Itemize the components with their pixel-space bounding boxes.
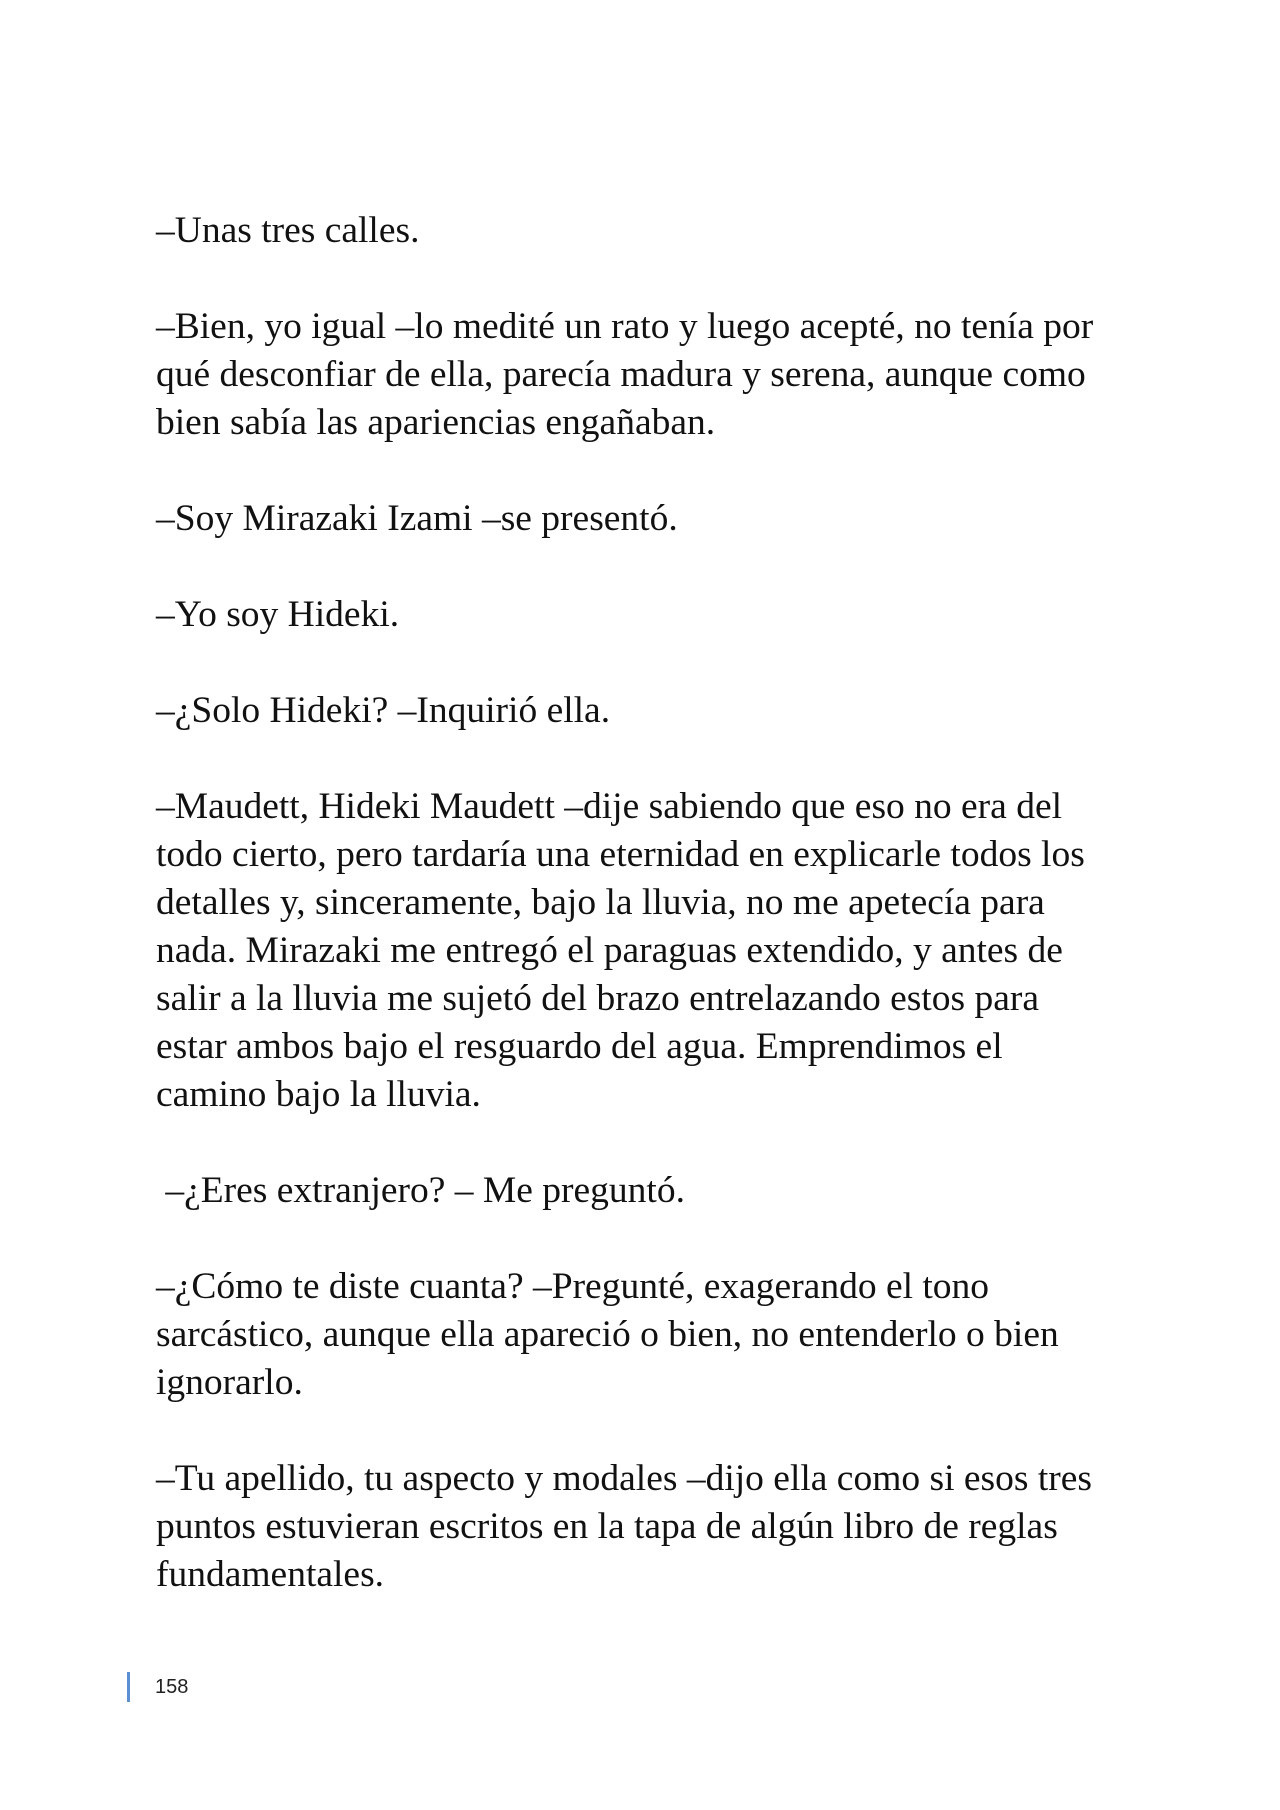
page-number: 158 bbox=[155, 1675, 189, 1698]
paragraph bbox=[156, 1263, 1136, 1407]
page-footer bbox=[127, 1672, 188, 1702]
text-line: –Maudett, Hideki Maudett –dije sabiendo que eso no era del bbox=[156, 786, 1063, 827]
paragraph bbox=[156, 1455, 1136, 1599]
paragraph bbox=[156, 303, 1136, 447]
text-line: todo cierto, pero tardaría una eternidad en explicarle todos los bbox=[156, 834, 1085, 875]
text-line: –Unas tres calles. bbox=[156, 210, 420, 251]
paragraph bbox=[156, 1167, 1136, 1215]
text-line: estar ambos bajo el resguardo del agua. Emprendimos el bbox=[156, 1026, 1003, 1067]
paragraph bbox=[156, 495, 1136, 543]
text-line: bien sabía las apariencias engañaban. bbox=[156, 402, 716, 443]
text-line: ignorarlo. bbox=[156, 1362, 303, 1403]
paragraph bbox=[156, 687, 1136, 735]
text-line: –Tu apellido, tu aspecto y modales –dijo ella como si esos tres bbox=[156, 1458, 1092, 1499]
text-line: –Soy Mirazaki Izami –se presentó. bbox=[156, 498, 678, 539]
text-line: qué desconfiar de ella, parecía madura y serena, aunque como bbox=[156, 354, 1086, 395]
paragraph bbox=[156, 591, 1136, 639]
text-line: camino bajo la lluvia. bbox=[156, 1074, 481, 1115]
text-line: fundamentales. bbox=[156, 1554, 385, 1595]
text-line: salir a la lluvia me sujetó del brazo entrelazando estos para bbox=[156, 978, 1039, 1019]
page-number-rule bbox=[127, 1672, 130, 1702]
text-line: –Yo soy Hideki. bbox=[156, 594, 400, 635]
text-line: detalles y, sinceramente, bajo la lluvia, no me apetecía para bbox=[156, 882, 1045, 923]
body-text bbox=[156, 207, 1136, 1647]
paragraph bbox=[156, 207, 1136, 255]
paragraph bbox=[156, 783, 1136, 1119]
text-line: sarcástico, aunque ella apareció o bien, no entenderlo o bien bbox=[156, 1314, 1059, 1355]
text-line: nada. Mirazaki me entregó el paraguas extendido, y antes de bbox=[156, 930, 1063, 971]
text-line: puntos estuvieran escritos en la tapa de algún libro de reglas bbox=[156, 1506, 1058, 1547]
text-line: –¿Solo Hideki? –Inquirió ella. bbox=[156, 690, 611, 731]
text-line: –¿Eres extranjero? – Me preguntó. bbox=[156, 1170, 685, 1211]
text-line: –¿Cómo te diste cuanta? –Pregunté, exagerando el tono bbox=[156, 1266, 990, 1307]
text-line: –Bien, yo igual –lo medité un rato y luego acepté, no tenía por bbox=[156, 306, 1094, 347]
